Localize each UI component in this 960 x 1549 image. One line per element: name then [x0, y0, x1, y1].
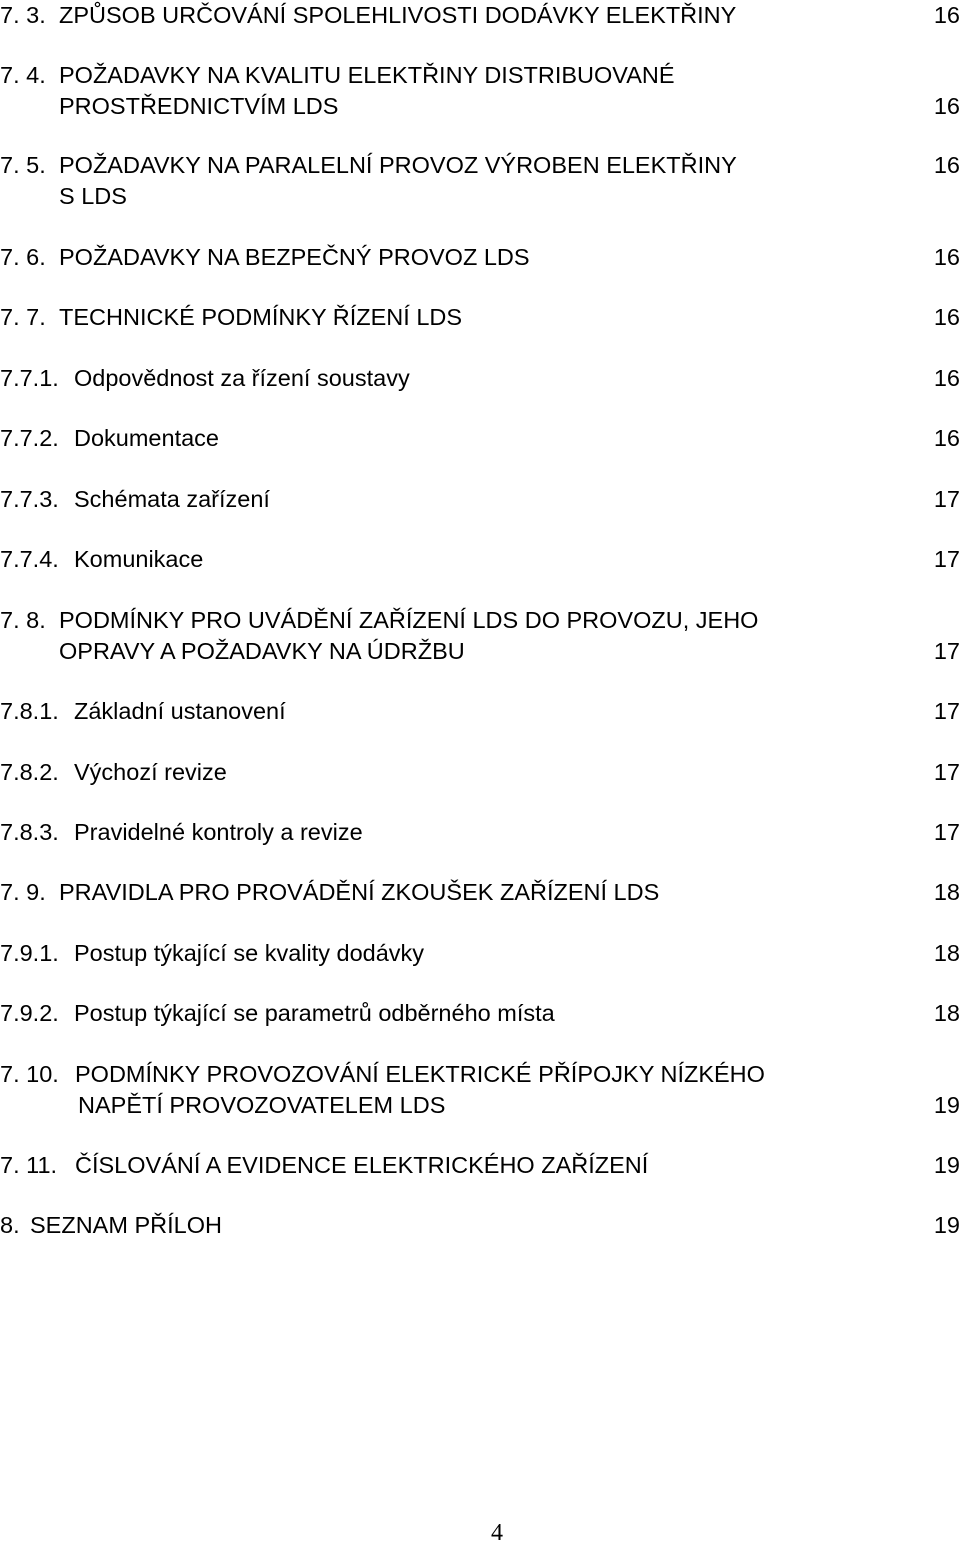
toc-entry-page: 17 [933, 698, 960, 724]
toc-entry[interactable] [0, 696, 960, 727]
toc-entry-number: 7. 10. [0, 1061, 59, 1087]
toc-entry-number: 7.9.1. [0, 940, 59, 966]
toc-entry-title: POŽADAVKY NA BEZPEČNÝ PROVOZ LDS [59, 244, 530, 270]
toc-entry-line [0, 423, 960, 454]
toc-entry[interactable] [0, 1150, 960, 1181]
toc-entry-title: SEZNAM PŘÍLOH [30, 1212, 222, 1238]
toc-entry-title: S LDS [59, 183, 127, 209]
toc-entry-page: 18 [933, 1000, 960, 1026]
toc-entry-line [0, 60, 960, 91]
toc-entry-line [0, 91, 960, 122]
toc-entry-page: 17 [933, 638, 960, 664]
toc-entry-line [0, 636, 960, 667]
toc-entry-title: POŽADAVKY NA PARALELNÍ PROVOZ VÝROBEN ELEKTŘINY [59, 152, 737, 178]
toc-entry-line [0, 181, 960, 212]
toc-entry[interactable] [0, 605, 960, 667]
toc-entry-title: Základní ustanovení [74, 698, 286, 724]
toc-entry[interactable] [0, 60, 960, 122]
toc-entry-page: 19 [933, 1152, 960, 1178]
toc-entry[interactable] [0, 302, 960, 333]
toc-entry-title: NAPĚTÍ PROVOZOVATELEM LDS [78, 1092, 446, 1118]
toc-entry-line [0, 302, 960, 333]
toc-entry[interactable] [0, 998, 960, 1029]
toc-entry-page: 17 [933, 759, 960, 785]
toc-entry-title: PODMÍNKY PRO UVÁDĚNÍ ZAŘÍZENÍ LDS DO PROVOZU, JEHO [59, 607, 759, 633]
toc-entry-number: 7. 11. [0, 1152, 58, 1178]
toc-entry-line [0, 150, 960, 181]
toc-entry-page: 16 [933, 152, 960, 178]
toc-entry-line [0, 696, 960, 727]
toc-entry-page: 18 [933, 879, 960, 905]
toc-entry-number: 7.8.2. [0, 759, 59, 785]
toc-entry[interactable] [0, 938, 960, 969]
toc-entry[interactable] [0, 1210, 960, 1241]
toc-entry[interactable] [0, 0, 960, 31]
toc-entry-title: Odpovědnost za řízení soustavy [74, 365, 410, 391]
toc-entry-number: 7. 3. [0, 2, 46, 28]
toc-entry[interactable] [0, 877, 960, 908]
toc-entry-number: 7. 4. [0, 62, 46, 88]
toc-entry-number: 7. 6. [0, 244, 46, 270]
toc-entry-number: 7. 8. [0, 607, 46, 633]
toc-entry-line [0, 242, 960, 273]
toc-entry[interactable] [0, 423, 960, 454]
toc-entry-line [0, 544, 960, 575]
toc-entry-number: 7.9.2. [0, 1000, 59, 1026]
toc-entry-page: 16 [933, 2, 960, 28]
toc-entry-number: 7. 7. [0, 304, 46, 330]
toc-entry-line [0, 1059, 960, 1090]
toc-entry-line [0, 0, 960, 31]
toc-entry-line [0, 938, 960, 969]
toc-entry-page: 17 [933, 486, 960, 512]
toc-entry-number: 8. [0, 1212, 20, 1238]
toc-entry-line [0, 877, 960, 908]
toc-entry-number: 7.8.3. [0, 819, 59, 845]
toc-entry-title: PROSTŘEDNICTVÍM LDS [59, 93, 339, 119]
toc-entry-number: 7. 5. [0, 152, 46, 178]
toc-entry-title: OPRAVY A POŽADAVKY NA ÚDRŽBU [59, 638, 465, 664]
toc-entry[interactable] [0, 484, 960, 515]
toc-entry-number: 7. 9. [0, 879, 46, 905]
toc-entry-title: ZPŮSOB URČOVÁNÍ SPOLEHLIVOSTI DODÁVKY ELEKTŘINY [59, 2, 737, 28]
toc-entry-line [0, 484, 960, 515]
toc-entry-title: Pravidelné kontroly a revize [74, 819, 363, 845]
toc-entry-title: Postup týkající se kvality dodávky [74, 940, 425, 966]
toc-entry-line [0, 605, 960, 636]
toc-entry-title: Výchozí revize [74, 759, 227, 785]
toc-entry-title: PRAVIDLA PRO PROVÁDĚNÍ ZKOUŠEK ZAŘÍZENÍ LDS [59, 879, 660, 905]
toc-entry[interactable] [0, 544, 960, 575]
toc-entry-title: Dokumentace [74, 425, 219, 451]
toc-entry-page: 16 [933, 304, 960, 330]
toc-entry-page: 17 [933, 546, 960, 572]
toc-entry-title: ČÍSLOVÁNÍ A EVIDENCE ELEKTRICKÉHO ZAŘÍZENÍ [75, 1152, 649, 1178]
toc-entry-page: 16 [933, 425, 960, 451]
toc-entry-line [0, 817, 960, 848]
toc-entry-title: PODMÍNKY PROVOZOVÁNÍ ELEKTRICKÉ PŘÍPOJKY NÍZKÉHO [75, 1061, 765, 1087]
toc-entry-page: 19 [933, 1212, 960, 1238]
toc-entry-page: 16 [933, 93, 960, 119]
toc-entry-title: Schémata zařízení [74, 486, 270, 512]
toc-entry-number: 7.8.1. [0, 698, 59, 724]
toc-entry-line [0, 1150, 960, 1181]
toc-entry-line [0, 1090, 960, 1121]
toc-entry-title: Postup týkající se parametrů odběrného místa [74, 1000, 555, 1026]
toc-entry-line [0, 363, 960, 394]
toc-entry-line [0, 998, 960, 1029]
toc-entry-number: 7.7.4. [0, 546, 59, 572]
toc-entry-number: 7.7.3. [0, 486, 59, 512]
toc-entry-page: 16 [933, 244, 960, 270]
toc-entry-page: 19 [933, 1092, 960, 1118]
toc-entry[interactable] [0, 757, 960, 788]
toc-entry[interactable] [0, 1059, 960, 1121]
toc-entry[interactable] [0, 242, 960, 273]
toc-entry[interactable] [0, 817, 960, 848]
page-number: 4 [491, 1520, 503, 1546]
toc-entry-page: 17 [933, 819, 960, 845]
toc-entry[interactable] [0, 363, 960, 394]
toc-entry-title: POŽADAVKY NA KVALITU ELEKTŘINY DISTRIBUOVANÉ [59, 62, 675, 88]
toc-entry-number: 7.7.2. [0, 425, 59, 451]
toc-entry-line [0, 757, 960, 788]
toc-entry-line [0, 1210, 960, 1241]
toc-entry-page: 18 [933, 940, 960, 966]
toc-entry-page: 16 [933, 365, 960, 391]
toc-entry[interactable] [0, 150, 960, 212]
toc-entry-title: Komunikace [74, 546, 204, 572]
toc-entry-number: 7.7.1. [0, 365, 59, 391]
toc-entry-title: TECHNICKÉ PODMÍNKY ŘÍZENÍ LDS [59, 304, 463, 330]
